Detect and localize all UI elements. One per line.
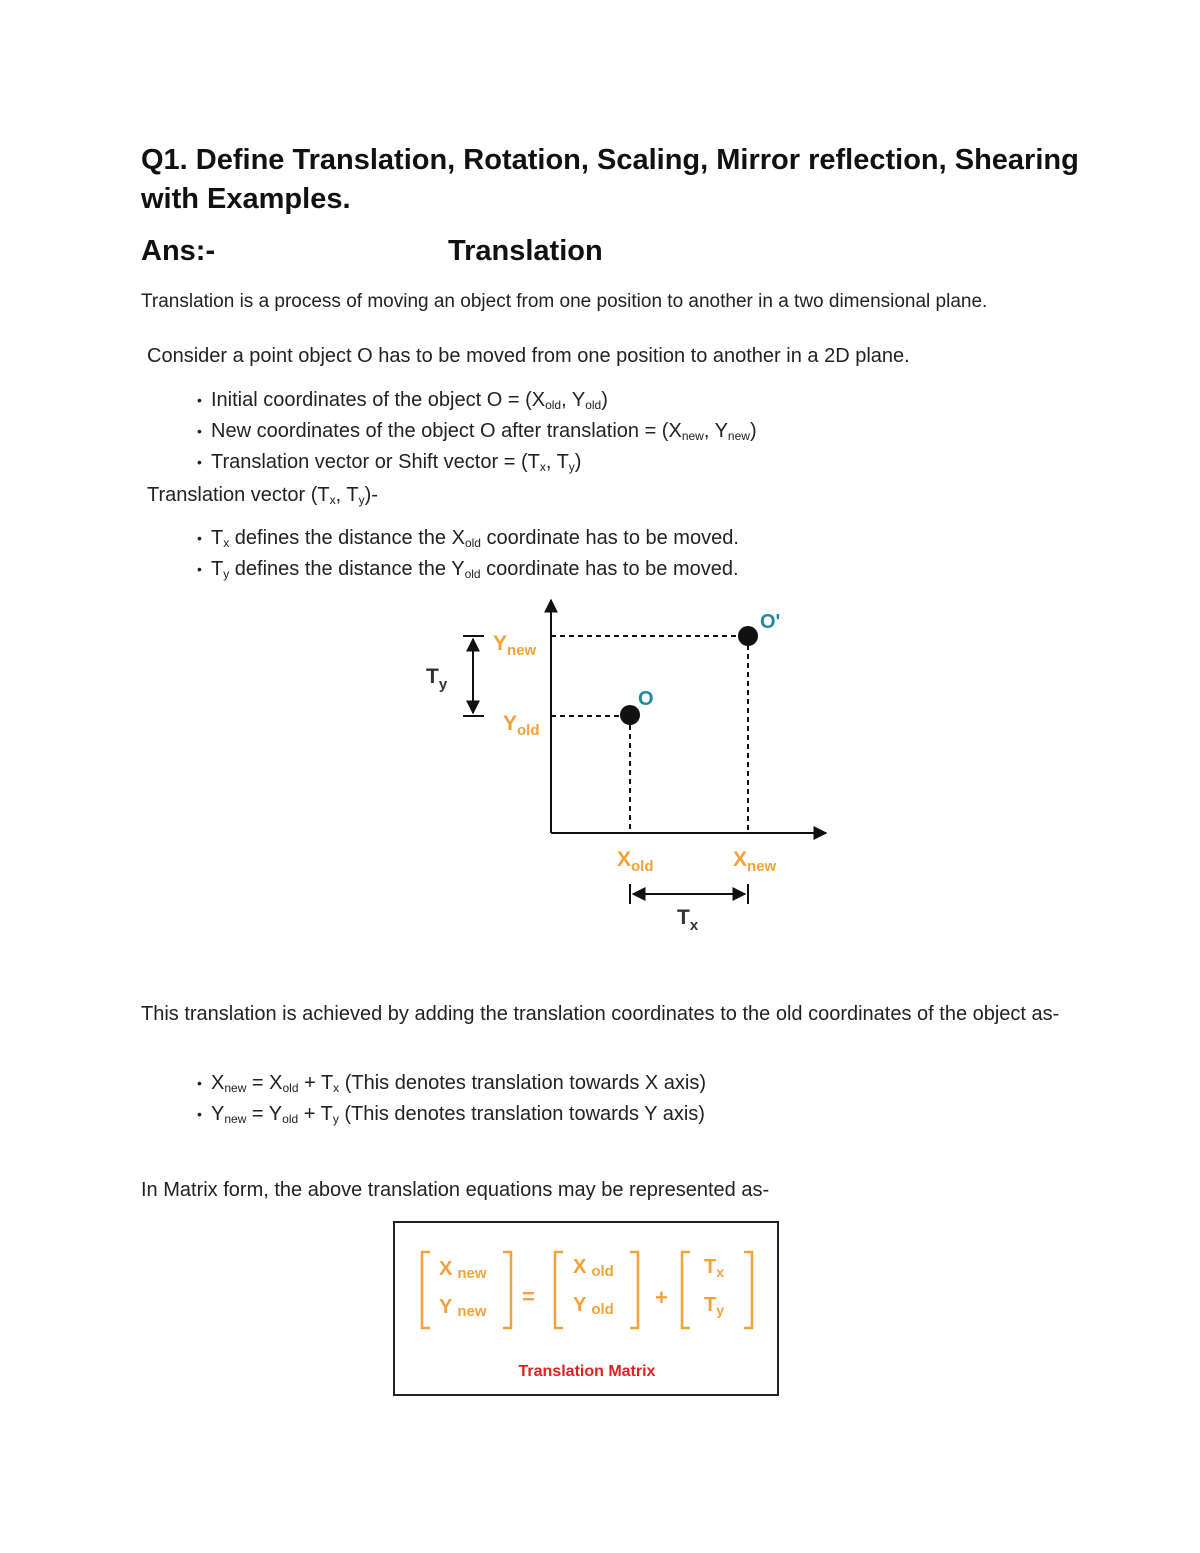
matrix-intro: In Matrix form, the above translation equations may be represented as- (141, 1179, 770, 1201)
answer-label: Ans:- (141, 235, 216, 267)
ynew-label: $Y_{new}$ (493, 632, 537, 659)
xnew-label: $X_{new}$ (733, 848, 777, 875)
point-o (620, 705, 640, 725)
matrix-ty: $T_y$ (704, 1294, 725, 1318)
achieved-paragraph: This translation is achieved by adding the translation coordinates to the old coordinates of the object as- (141, 1003, 1060, 1025)
matrix-y-old: Y old (573, 1294, 614, 1318)
ty-label: $T_y$ (426, 665, 448, 693)
translation-matrix (393, 1221, 779, 1396)
yold-label: $Y_{old}$ (503, 712, 540, 739)
list-item: • Translation vector or Shift vector = ($T_x$, $T_y$) (197, 451, 582, 474)
matrix-x-new: X new (439, 1258, 487, 1282)
vector-definition: Translation vector ($T_x$, $T_y)-$ (147, 484, 378, 507)
section-heading: Translation (448, 235, 603, 267)
bracket (422, 1252, 430, 1328)
point-o-prime (738, 626, 758, 646)
o-prime-label: O' (760, 611, 781, 633)
matrix-caption: Translation Matrix (518, 1363, 656, 1380)
intro-paragraph: Translation is a process of moving an object from one position to another in a two dimensional plane. (141, 291, 988, 312)
xold-label: $X_{old}$ (617, 848, 654, 875)
matrix-x-old: X old (573, 1256, 614, 1280)
bracket (744, 1252, 752, 1328)
bracket (555, 1252, 563, 1328)
list-item: • $Y_{new} = Y_{old} + T_y$ (This denotes translation towards Y axis) (197, 1103, 705, 1126)
tx-label: $T_x$ (677, 906, 699, 934)
list-item: • $T_y$ defines the distance the $Y_{old}$ coordinate has to be moved. (197, 558, 739, 581)
consider-paragraph: Consider a point object O has to be moved from one position to another in a 2D plane. (147, 345, 910, 367)
bracket (503, 1252, 511, 1328)
bracket (630, 1252, 638, 1328)
question-title: Q1. Define Translation, Rotation, Scaling, Mirror reflection, Shearing with Examples. (141, 144, 1079, 215)
list-item: • $T_x$ defines the distance the $X_{old}$ coordinate has to be moved. (197, 527, 739, 550)
list-item: • Initial coordinates of the object $O = (X_{old}$, $Y_{old}$) (197, 389, 608, 412)
equations-list (197, 1068, 706, 1130)
bracket (682, 1252, 690, 1328)
list-item: • New coordinates of the object O after translation = ($X_{new}$, $Y_{new}$) (197, 420, 757, 443)
list-item: • $X_{new} = X_{old} + T_x$ (This denotes translation towards X axis) (197, 1072, 706, 1095)
matrix-y-new: Y new (439, 1296, 487, 1320)
matrix-plus: + (655, 1285, 668, 1310)
o-label: O (638, 688, 654, 710)
matrix-tx: $T_x$ (704, 1256, 725, 1280)
matrix-equals: = (522, 1284, 535, 1309)
